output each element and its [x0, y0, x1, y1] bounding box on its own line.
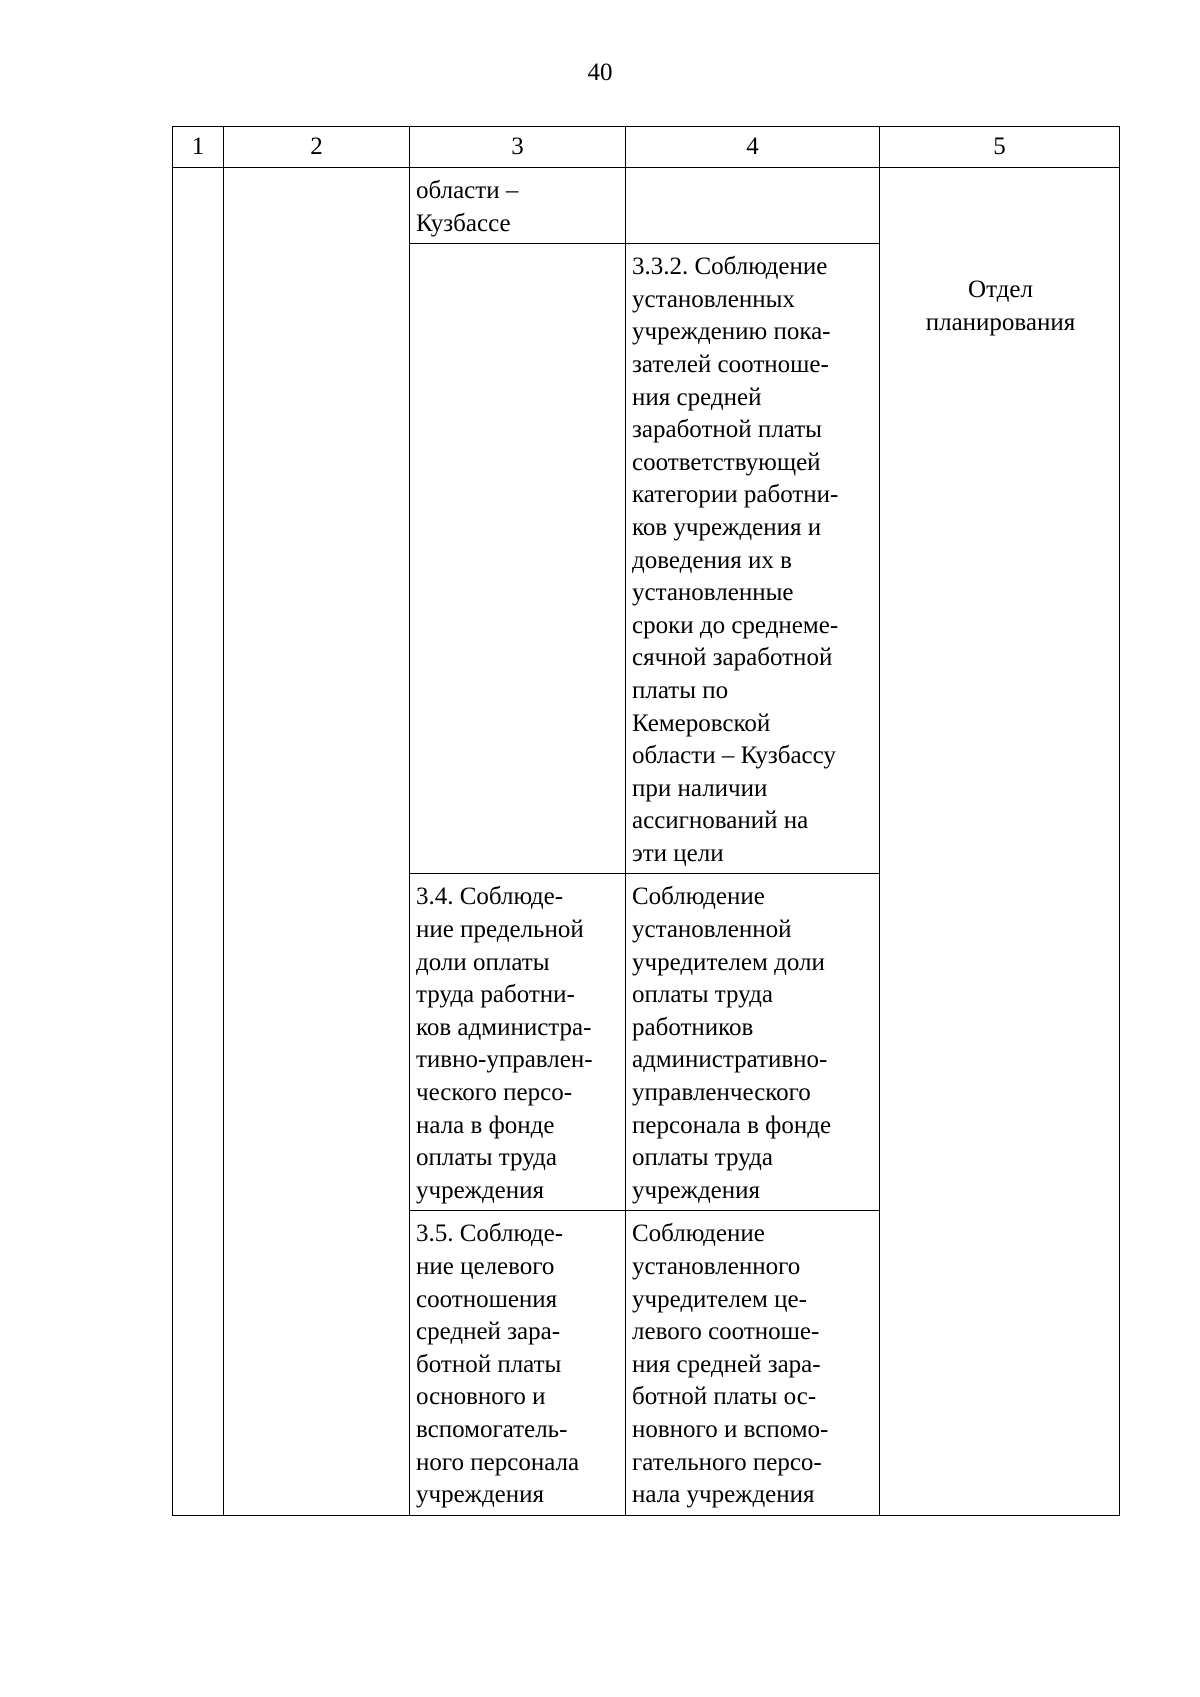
column-header-4: 4: [626, 127, 880, 168]
column-header-1: 1: [173, 127, 224, 168]
cell-col3: [410, 244, 626, 874]
table-row: [173, 168, 1120, 244]
cell-col2: [224, 168, 410, 1516]
cell-col5-department: Отдел планирования: [880, 168, 1120, 1516]
column-header-5: 5: [880, 127, 1120, 168]
column-header-2: 2: [224, 127, 410, 168]
table-header-row: [173, 127, 1120, 168]
main-table: [172, 126, 1120, 1516]
cell-col4: Соблюдение установленной учредителем доли оплаты труда работников административно- управленческого персонала в фонде оплаты труда учреждения: [626, 874, 880, 1211]
column-header-3: 3: [410, 127, 626, 168]
cell-col4: 3.3.2. Соблюдение установленных учреждению пока- зателей соотноше- ния средней заработной платы соответствующей категории работни- ков учреждения и доведения их в установленные сроки до среднеме- сячной заработной платы по Кемеровской области – Кузбассу при наличии ассигнований на эти цели: [626, 244, 880, 874]
cell-col4: Соблюдение установленного учредителем це- левого соотноше- ния средней зара- ботной платы ос- новного и вспомо- гательного персо- нала учреждения: [626, 1211, 880, 1515]
cell-col3: 3.4. Соблюде- ние предельной доли оплаты труда работни- ков администра- тивно-управлен- ческого персо- нала в фонде оплаты труда учреждения: [410, 874, 626, 1211]
cell-col3: 3.5. Соблюде- ние целевого соотношения средней зара- ботной платы основного и вспомогатель- ного персонала учреждения: [410, 1211, 626, 1515]
cell-col4: [626, 168, 880, 244]
cell-col1: [173, 168, 224, 1516]
cell-col3: области – Кузбассе: [410, 168, 626, 244]
page-number: 40: [587, 59, 613, 86]
